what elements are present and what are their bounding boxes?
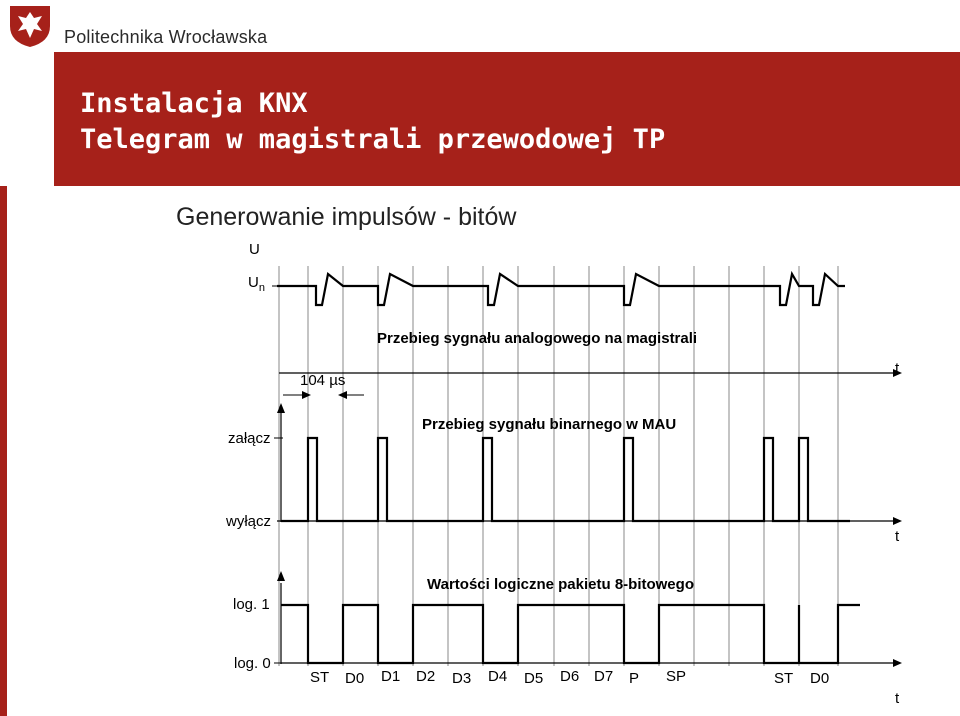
logic-v-arrow: [277, 571, 285, 581]
analog-level-label: [248, 274, 265, 294]
analog-time-label: t: [895, 360, 900, 377]
bit-label: D1: [381, 668, 401, 685]
bit-time-label: 104 µs: [300, 372, 346, 389]
logic-time-arrow: [893, 659, 902, 667]
on-level-label: załącz: [228, 430, 271, 447]
logic-caption: Wartości logiczne pakietu 8-bitowego: [427, 576, 694, 593]
bit-label: SP: [666, 668, 687, 685]
logic-waveform: [281, 605, 860, 663]
analog-caption: Przebieg sygnału analogowego na magistrali: [377, 330, 698, 347]
page-subtitle: Telegram w magistrali przewodowej TP: [80, 124, 666, 155]
bit-label: D2: [416, 668, 436, 685]
logic-time-label: t: [895, 690, 900, 707]
analog-waveform: [277, 274, 845, 305]
page-title: Instalacja KNX: [80, 88, 308, 119]
bit-label: D0: [345, 670, 365, 687]
bit-label: D4: [488, 668, 508, 685]
bit-label: D5: [524, 670, 544, 687]
slide-heading: Generowanie impulsów - bitów: [176, 203, 517, 231]
off-level-label: wyłącz: [226, 513, 272, 530]
binary-v-arrow: [277, 403, 285, 413]
bit-label: D6: [560, 668, 580, 685]
bit-label: P: [629, 670, 640, 687]
bit-label: ST: [310, 669, 330, 686]
binary-time-label: t: [895, 528, 900, 545]
bit-label: D3: [452, 670, 472, 687]
logic-high-label: log. 1: [233, 596, 270, 613]
level-subscript: n: [258, 282, 265, 294]
level-u: U: [248, 274, 259, 291]
binary-time-arrow: [893, 517, 902, 525]
bit-label: ST: [774, 670, 794, 687]
bit-time-arrowhead-left: [302, 391, 311, 399]
university-name: Politechnika Wrocławska: [64, 27, 268, 47]
binary-waveform: [281, 438, 850, 521]
bit-label: D7: [594, 668, 614, 685]
bit-label: D0: [810, 670, 830, 687]
binary-caption: Przebieg sygnału binarnego w MAU: [422, 416, 677, 433]
analog-axis-label: U: [249, 241, 260, 258]
logic-low-label: log. 0: [234, 655, 271, 672]
